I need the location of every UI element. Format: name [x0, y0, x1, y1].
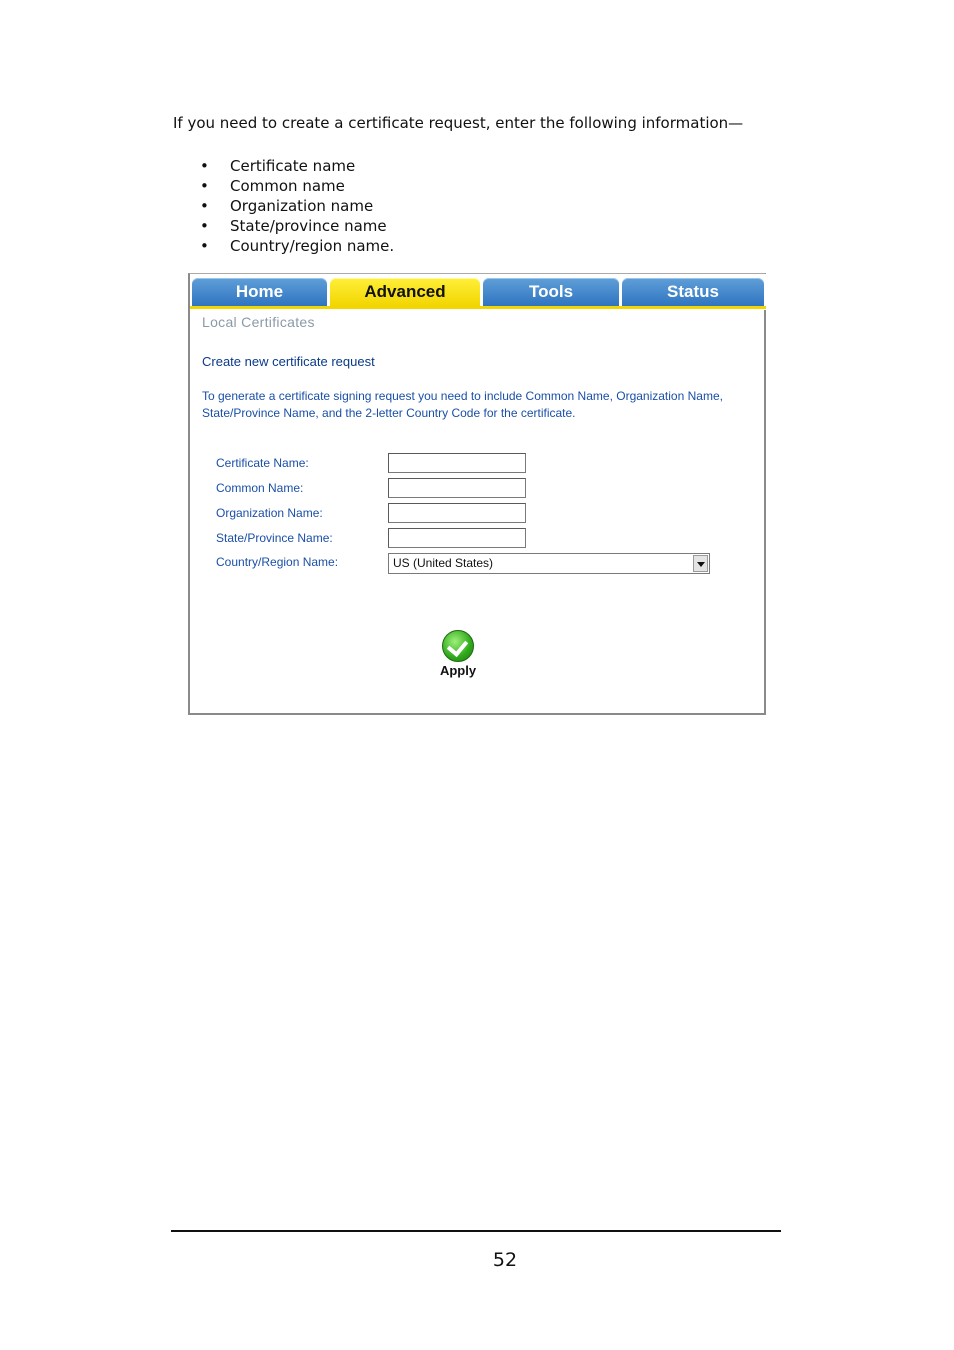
country-region-select[interactable] [388, 553, 710, 574]
tab-advanced[interactable]: Advanced [330, 278, 480, 306]
list-item: • Organization name [200, 196, 394, 216]
section-title: Local Certificates [202, 314, 315, 330]
country-selected-value: US (United States) [393, 556, 494, 570]
common-name-input[interactable] [388, 478, 526, 498]
tab-tools[interactable]: Tools [483, 278, 619, 306]
form-description: To generate a certificate signing request you need to include Common Name, Organization Name, State/Province Name, and the 2-letter Country Code for the certificate. [202, 389, 723, 420]
certificate-name-input[interactable] [388, 453, 526, 473]
tab-underline [190, 306, 766, 309]
list-item: • Certificate name [200, 156, 394, 176]
list-item: • Common name [200, 176, 394, 196]
certificate-name-label: Certificate Name: [216, 456, 309, 470]
chevron-down-icon[interactable] [693, 555, 708, 572]
requirements-list [200, 156, 394, 256]
apply-label: Apply [439, 663, 477, 678]
intro-text: If you need to create a certificate request, enter the following information— [173, 114, 744, 132]
state-province-name-label: State/Province Name: [216, 531, 333, 545]
form-title: Create new certificate request [202, 354, 375, 369]
tab-status[interactable]: Status [622, 278, 764, 306]
tab-bar [190, 274, 766, 310]
organization-name-label: Organization Name: [216, 506, 323, 520]
tab-home[interactable]: Home [192, 278, 327, 306]
country-region-name-label: Country/Region Name: [216, 555, 339, 569]
footer-rule [171, 1230, 781, 1232]
organization-name-input[interactable] [388, 503, 526, 523]
common-name-label: Common Name: [216, 481, 304, 495]
page-number: 52 [492, 1249, 518, 1271]
state-province-name-input[interactable] [388, 528, 526, 548]
checkmark-icon [442, 630, 474, 662]
list-item: • Country/region name. [200, 236, 394, 256]
list-item: • State/province name [200, 216, 394, 236]
apply-button[interactable] [438, 630, 478, 678]
router-config-panel [188, 273, 766, 715]
